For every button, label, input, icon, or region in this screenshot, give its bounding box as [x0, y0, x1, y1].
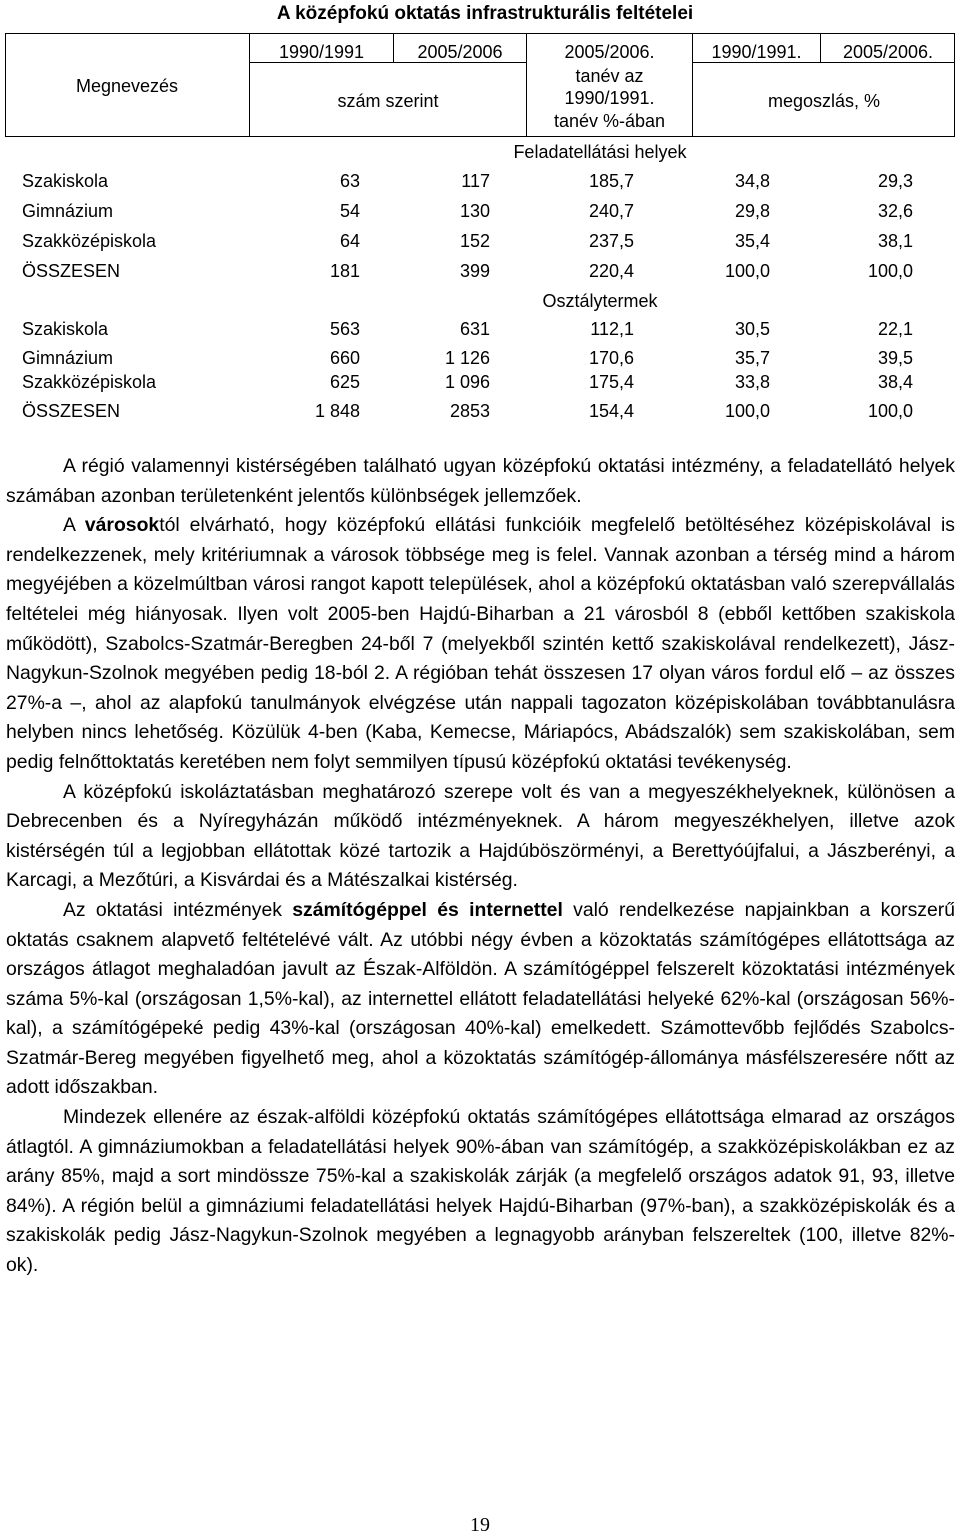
cell-v3: 170,6 — [588, 348, 634, 368]
cell-v3: 237,5 — [588, 231, 634, 251]
header-megnevezes: Megnevezés — [75, 76, 179, 96]
row-name: ÖSSZESEN — [22, 261, 121, 281]
cell-v2: 152 — [459, 231, 490, 251]
page-number: 19 — [470, 1514, 490, 1536]
cell-v4: 35,4 — [734, 231, 770, 251]
cell-v1: 625 — [329, 372, 360, 392]
cell-v4: 34,8 — [734, 171, 770, 191]
cell-v5: 100,0 — [867, 261, 913, 281]
cell-v2: 2853 — [449, 401, 490, 421]
row-name: Gimnázium — [22, 348, 114, 368]
paragraph: A városoktól elvárható, hogy középfokú ellátási funkcióik megfelelő betöltéséhez középiskolával is rendelkezzenek, mely kritériumnak a városok többsége meg is felel. Vannak azonban a térség mind a három megyéjében a közelmúltban városi rangot kapott települések, ahol a középfokú oktatásban való szerepvállalás feltételei még hiányosak. Ilyen volt 2005-ben Hajdú-Biharban a 21 városból 8 (ebből kettőben szakiskola működött), Szabolcs-Szatmár-Beregben 24-ből 7 (melyekből szintén kettő szakiskolával rendelkezett), Jász-Nagykun-Szolnok megyében pedig 18-ból 2. A régióban tehát összesen 17 olyan város fordul elő – az összes 27%-a –, ahol az alapfokú tanulmányok elvégzése után nappali tagozaton középiskolában továbbtanulásra helyben nincs lehetőség. Közülük 4-ben (Kaba, Kemecse, Máriapócs, Abádszalók) sem szakiskolában, sem pedig felnőttoktatás keretében nem folyt semmilyen típusú középfokú oktatási tevékenység. — [6, 514, 955, 773]
cell-v4: 100,0 — [724, 261, 770, 281]
cell-v5: 38,1 — [877, 231, 913, 251]
cell-v4: 35,7 — [734, 348, 770, 368]
cell-v5: 22,1 — [877, 319, 913, 339]
row-name: ÖSSZESEN — [22, 401, 121, 421]
cell-v3: 220,4 — [588, 261, 634, 281]
paragraph: Mindezek ellenére az észak-alföldi középfokú oktatás számítógépes ellátottsága elmarad az országos átlagtól. A gimnáziumokban a feladatellátási helyek 90%-ában van számítógép, a szakközépiskolákban ez az arány 85%, majd a sort mindössze 75%-kal a szakiskolák zárják (a megfelelő országos adatok 91, 93, illetve 84%). A régión belül a gimnáziumi feladatellátási helyek Hajdú-Biharban (97%-ban), a szakközépiskolák és a szakiskolák pedig Jász-Nagykun-Szolnok megyében a legnagyobb arányban felszereltek (100, illetve 82%-ok). — [6, 1106, 955, 1277]
body-text — [6, 452, 955, 1281]
header-row-divider — [249, 62, 527, 63]
cell-v2: 130 — [459, 201, 490, 221]
cell-v3: 240,7 — [588, 201, 634, 221]
row-name: Szakiskola — [22, 319, 109, 339]
header-col-1990: 1990/1991 — [278, 42, 365, 62]
header-col-ratio-line1: 2005/2006. — [564, 42, 655, 62]
cell-v4: 29,8 — [734, 201, 770, 221]
header-col-ratio-line4: tanév %-ában — [553, 111, 666, 131]
cell-v1: 63 — [339, 171, 360, 191]
cell-v4: 30,5 — [734, 319, 770, 339]
cell-v1: 64 — [339, 231, 360, 251]
section-label: Osztálytermek — [542, 291, 658, 311]
cell-v5: 32,6 — [877, 201, 913, 221]
header-col-ratio-line2: tanév az — [575, 66, 644, 86]
row-name: Szakiskola — [22, 171, 109, 191]
section-label: Feladatellátási helyek — [513, 142, 687, 162]
header-row-divider — [692, 62, 955, 63]
bold-term: számítógéppel és internettel — [292, 898, 563, 921]
row-name: Szakközépiskola — [22, 372, 157, 392]
page-title: A középfokú oktatás infrastrukturális feltételei — [276, 3, 694, 24]
data-table — [0, 0, 960, 440]
cell-v1: 1 848 — [314, 401, 360, 421]
bold-term: városok — [84, 514, 160, 537]
paragraph: Az oktatási intézmények számítógéppel és internettel való rendelkezése napjainkban a korszerű oktatás csaknem alapvető feltételévé vált. Az utóbbi négy évben a közoktatás számítógépes ellátottsága az országos átlagot meghaladóan javult az Észak-Alföldön. A számítógéppel felszerelt közoktatási intézmények száma 5%-kal (országosan 1,5%-kal), az internettel ellátott feladatellátási helyeké 62%-kal (országosan 56%-kal), a számítógépeké pedig 43%-kal (országosan 40%-kal) emelkedett. Számottevőbb fejlődés Szabolcs-Szatmár-Bereg megyében figyelhető meg, ahol a közoktatás számítógép-állománya másfélszeresére nőtt az adott időszakban. — [6, 898, 955, 1099]
cell-v2: 399 — [459, 261, 490, 281]
cell-v1: 181 — [329, 261, 360, 281]
cell-v2: 631 — [459, 319, 490, 339]
cell-v3: 112,1 — [590, 319, 634, 339]
cell-v2: 117 — [461, 171, 490, 191]
cell-v4: 100,0 — [724, 401, 770, 421]
table-top-border — [5, 33, 955, 34]
cell-v2: 1 096 — [444, 372, 490, 392]
header-col-2005: 2005/2006 — [417, 42, 503, 62]
cell-v3: 185,7 — [588, 171, 634, 191]
cell-v5: 100,0 — [867, 401, 913, 421]
header-szam-szerint: szám szerint — [337, 91, 439, 111]
cell-v3: 154,4 — [588, 401, 634, 421]
row-name: Szakközépiskola — [22, 231, 157, 251]
cell-v4: 33,8 — [734, 372, 770, 392]
cell-v1: 54 — [339, 201, 360, 221]
cell-v1: 660 — [329, 348, 360, 368]
cell-v5: 39,5 — [877, 348, 913, 368]
header-col-share-1990: 1990/1991. — [711, 42, 802, 62]
cell-v3: 175,4 — [588, 372, 634, 392]
row-name: Gimnázium — [22, 201, 114, 221]
table-header-bottom-border — [5, 136, 955, 137]
cell-v5: 38,4 — [877, 372, 913, 392]
cell-v5: 29,3 — [877, 171, 913, 191]
header-col-ratio-line3: 1990/1991. — [564, 88, 655, 108]
paragraph: A középfokú iskoláztatásban meghatározó szerepe volt és van a megyeszékhelyeknek, különösen a Debrecenben és a Nyíregyházán működő intézményeknek. A három megyeszékhelyen, illetve azok kistérségén túl a legjobban ellátottak közé tartozik a Hajdúböszörményi, a Berettyóújfalui, a Jászberényi, a Karcagi, a Mezőtúri, a Kisvárdai és a Mátészalkai kistérség. — [6, 780, 955, 892]
cell-v1: 563 — [329, 319, 360, 339]
cell-v2: 1 126 — [444, 348, 490, 368]
header-col-share-2005: 2005/2006. — [842, 42, 934, 62]
header-megoszlas: megoszlás, % — [767, 91, 881, 111]
paragraph: A régió valamennyi kistérségében található ugyan középfokú oktatási intézmény, a feladatellátó helyek számában azonban területenként jelentős különbségek jellemzőek. — [6, 455, 955, 507]
